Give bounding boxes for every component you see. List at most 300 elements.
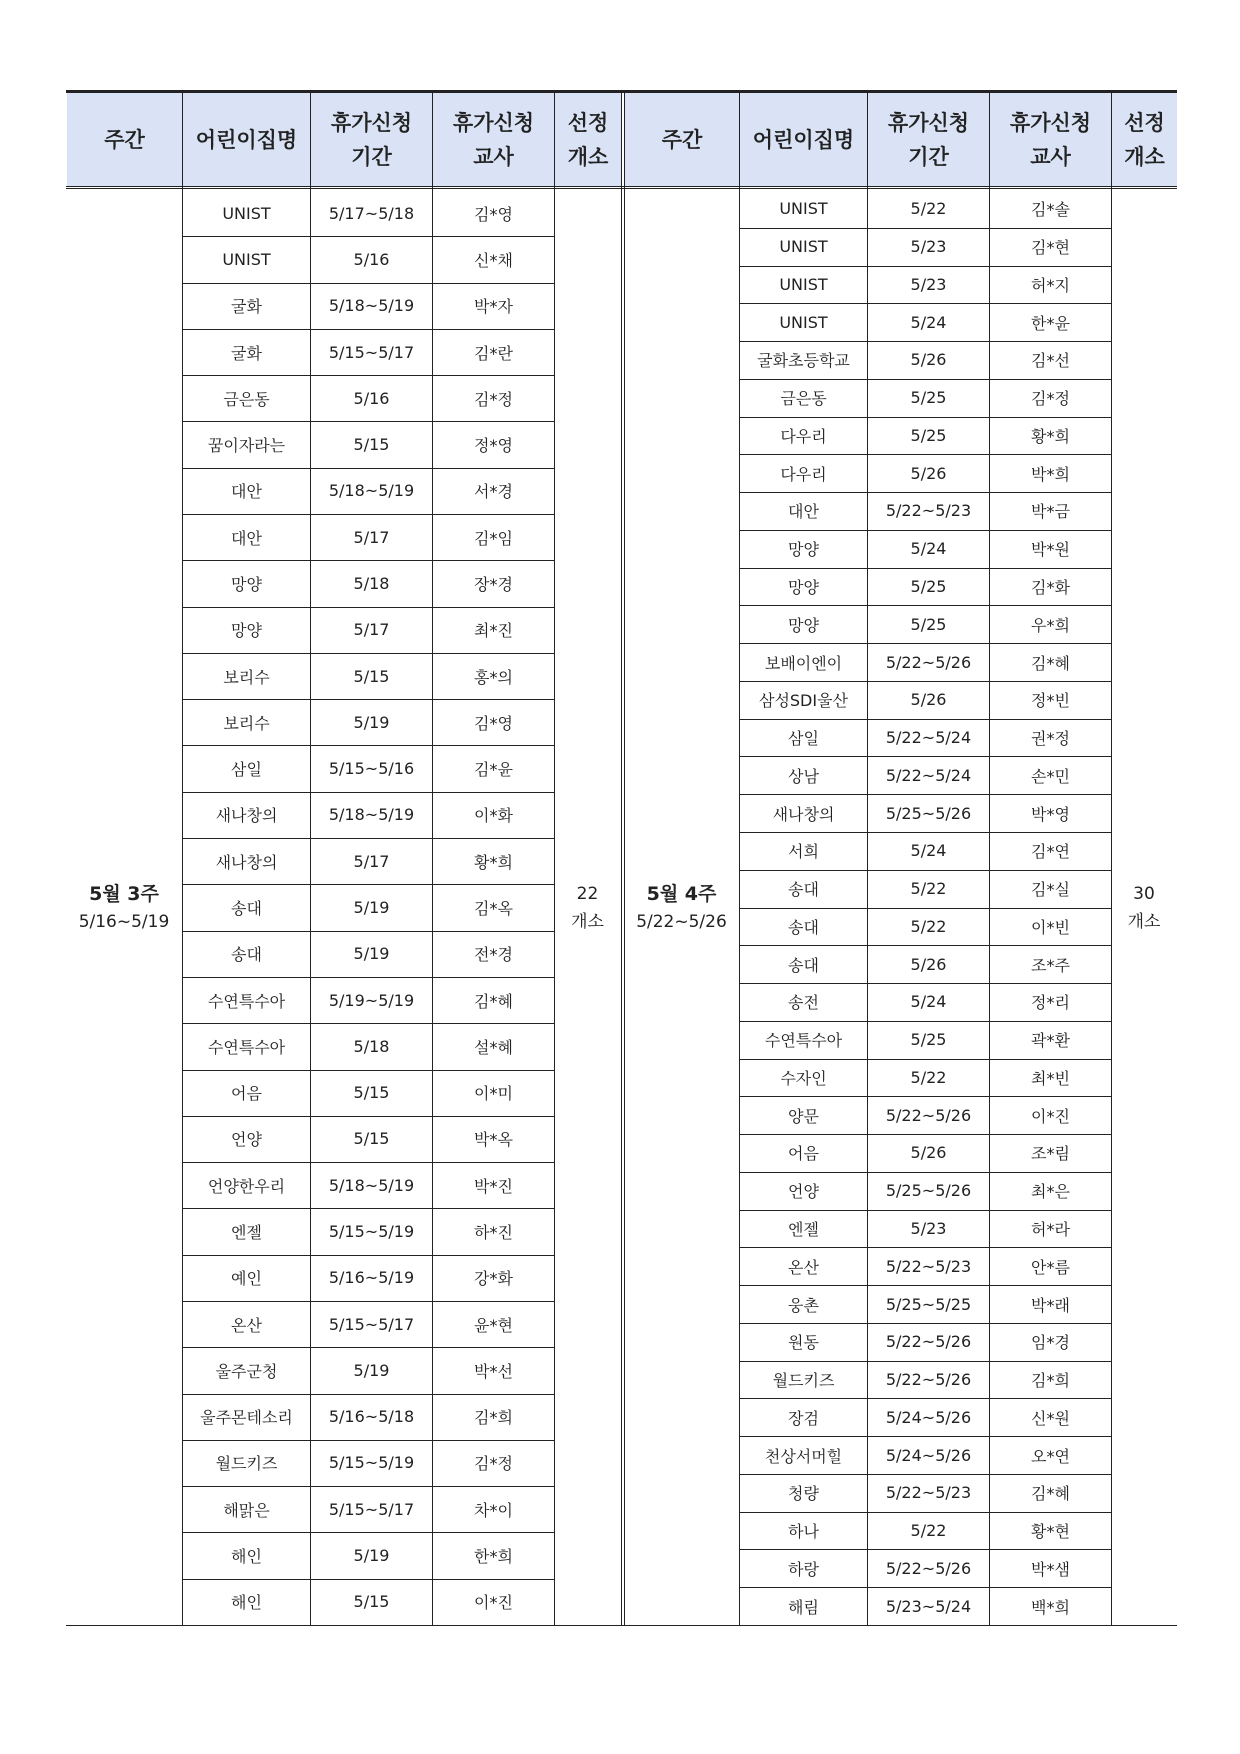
row-divider xyxy=(739,1059,1111,1060)
vacation-period: 5/22~5/26 xyxy=(885,1332,972,1352)
teacher-name: 하*진 xyxy=(474,1223,513,1243)
teacher-name: 정*영 xyxy=(474,436,513,456)
vacation-period: 5/19 xyxy=(353,1360,390,1380)
teacher-name: 김*혜 xyxy=(474,991,513,1011)
teacher-name: 차*이 xyxy=(474,1500,513,1520)
vacation-period: 5/18~5/19 xyxy=(328,296,415,316)
teacher-name: 한*윤 xyxy=(1031,313,1070,333)
row-divider xyxy=(739,454,1111,455)
center-name: 다우리 xyxy=(780,426,827,446)
center-name: 송대 xyxy=(788,917,819,937)
vacation-period: 5/22~5/26 xyxy=(885,1370,972,1390)
center-name: 해림 xyxy=(788,1597,819,1617)
teacher-name: 안*름 xyxy=(1031,1257,1070,1277)
vacation-period: 5/25~5/26 xyxy=(885,1181,972,1201)
row-divider xyxy=(739,794,1111,795)
right-header-teacher: 휴가신청 교사 xyxy=(990,93,1111,186)
vacation-period: 5/24~5/26 xyxy=(885,1407,972,1427)
vacation-table xyxy=(66,90,1177,1627)
center-name: 웅촌 xyxy=(788,1295,819,1315)
column-divider xyxy=(182,90,183,1625)
vacation-period: 5/25 xyxy=(910,614,947,634)
teacher-name: 김*임 xyxy=(474,528,513,548)
teacher-name: 이*진 xyxy=(474,1593,513,1613)
teacher-name: 홍*의 xyxy=(474,667,513,687)
vacation-period: 5/15 xyxy=(353,1129,390,1149)
center-name: UNIST xyxy=(222,203,271,223)
right-header-count: 선정 개소 xyxy=(1112,93,1177,186)
row-divider xyxy=(182,931,554,932)
teacher-name: 허*지 xyxy=(1031,275,1070,295)
center-name: 굴화 xyxy=(231,297,262,317)
vacation-period: 5/15 xyxy=(353,1592,390,1612)
row-divider xyxy=(739,1398,1111,1399)
teacher-name: 박*샘 xyxy=(1031,1559,1070,1579)
right-week-cell xyxy=(624,190,739,1625)
bottom-border xyxy=(66,1625,1177,1626)
center-name: 망양 xyxy=(231,574,262,594)
teacher-name: 박*선 xyxy=(474,1361,513,1381)
vacation-period: 5/22 xyxy=(910,1067,947,1087)
center-name: 수연특수아 xyxy=(764,1031,843,1051)
teacher-name: 박*래 xyxy=(1031,1295,1070,1315)
vacation-period: 5/22~5/26 xyxy=(885,1105,972,1125)
center-name: 상남 xyxy=(788,766,819,786)
row-divider xyxy=(739,681,1111,682)
vacation-period: 5/24 xyxy=(910,539,947,559)
column-divider xyxy=(432,90,433,1625)
teacher-name: 김*윤 xyxy=(474,760,513,780)
vacation-period: 5/15~5/17 xyxy=(328,1499,415,1519)
vacation-period: 5/26 xyxy=(910,954,947,974)
row-divider xyxy=(739,870,1111,871)
vacation-period: 5/22~5/23 xyxy=(885,1483,972,1503)
center-name: 수자인 xyxy=(780,1068,827,1088)
center-name: 대안 xyxy=(231,528,262,548)
center-name: 삼일 xyxy=(231,760,262,780)
center-name: 삼성SDI울산 xyxy=(758,691,849,711)
row-divider xyxy=(182,745,554,746)
center-name: 굴화 xyxy=(231,343,262,363)
row-divider xyxy=(739,568,1111,569)
teacher-name: 조*림 xyxy=(1031,1144,1070,1164)
teacher-name: 우*희 xyxy=(1031,615,1070,635)
teacher-name: 박*원 xyxy=(1031,540,1070,560)
vacation-period: 5/16~5/18 xyxy=(328,1407,415,1427)
row-divider xyxy=(739,1436,1111,1437)
vacation-period: 5/18~5/19 xyxy=(328,1175,415,1195)
row-divider xyxy=(182,560,554,561)
row-divider xyxy=(739,983,1111,984)
teacher-name: 김*영 xyxy=(474,713,513,733)
vacation-period: 5/15~5/17 xyxy=(328,1314,415,1334)
teacher-name: 이*화 xyxy=(474,806,513,826)
teacher-name: 권*정 xyxy=(1031,729,1070,749)
teacher-name: 한*희 xyxy=(474,1547,513,1567)
row-divider xyxy=(182,1162,554,1163)
teacher-name: 신*채 xyxy=(474,250,513,270)
row-divider xyxy=(739,341,1111,342)
teacher-name: 전*경 xyxy=(474,945,513,965)
center-name: 송대 xyxy=(788,880,819,900)
vacation-period: 5/19~5/19 xyxy=(328,990,415,1010)
center-name: 보리수 xyxy=(223,713,270,733)
teacher-name: 장*경 xyxy=(474,574,513,594)
vacation-period: 5/22 xyxy=(910,199,947,219)
right-header-center: 어린이집명 xyxy=(740,93,867,186)
center-name: UNIST xyxy=(222,249,271,269)
row-divider xyxy=(739,1210,1111,1211)
teacher-name: 황*현 xyxy=(1031,1522,1070,1542)
row-divider xyxy=(739,228,1111,229)
teacher-name: 최*은 xyxy=(1031,1182,1070,1202)
row-divider xyxy=(739,1361,1111,1362)
center-name: 어음 xyxy=(788,1144,819,1164)
vacation-period: 5/17 xyxy=(353,620,390,640)
center-name: 월드키즈 xyxy=(772,1371,835,1391)
vacation-period: 5/23~5/24 xyxy=(885,1596,972,1616)
center-name: 어음 xyxy=(231,1084,262,1104)
teacher-name: 서*경 xyxy=(474,482,513,502)
teacher-name: 박*희 xyxy=(1031,464,1070,484)
teacher-name: 임*경 xyxy=(1031,1333,1070,1353)
teacher-name: 정*빈 xyxy=(1031,691,1070,711)
center-name: UNIST xyxy=(779,237,828,257)
row-divider xyxy=(182,1532,554,1533)
left-header-period: 휴가신청 기간 xyxy=(311,93,432,186)
vacation-period: 5/26 xyxy=(910,1143,947,1163)
row-divider xyxy=(739,1587,1111,1588)
vacation-period: 5/15 xyxy=(353,435,390,455)
vacation-period: 5/18~5/19 xyxy=(328,481,415,501)
half-divider xyxy=(621,90,622,1625)
left-week-cell xyxy=(66,190,182,1625)
teacher-name: 손*민 xyxy=(1031,766,1070,786)
vacation-period: 5/17~5/18 xyxy=(328,203,415,223)
center-name: 엔젤 xyxy=(788,1219,819,1239)
teacher-name: 김*희 xyxy=(474,1408,513,1428)
center-name: 월드키즈 xyxy=(215,1454,278,1474)
left-week-range: 5/16~5/19 xyxy=(78,911,170,932)
left-count-cell xyxy=(554,190,621,1625)
center-name: UNIST xyxy=(779,199,828,219)
center-name: 보배이엔이 xyxy=(764,653,843,673)
column-divider xyxy=(1111,90,1112,1625)
teacher-name: 박*자 xyxy=(474,297,513,317)
center-name: 금은동 xyxy=(223,389,270,409)
row-divider xyxy=(739,1474,1111,1475)
row-divider xyxy=(182,1070,554,1071)
vacation-period: 5/15 xyxy=(353,666,390,686)
teacher-name: 윤*현 xyxy=(474,1315,513,1335)
center-name: 송대 xyxy=(231,945,262,965)
row-divider xyxy=(739,303,1111,304)
row-divider xyxy=(182,1208,554,1209)
vacation-period: 5/25 xyxy=(910,425,947,445)
vacation-period: 5/22~5/26 xyxy=(885,1558,972,1578)
teacher-name: 김*선 xyxy=(1031,351,1070,371)
teacher-name: 김*솔 xyxy=(1031,200,1070,220)
vacation-period: 5/16 xyxy=(353,388,390,408)
center-name: 하랑 xyxy=(788,1559,819,1579)
vacation-period: 5/24 xyxy=(910,992,947,1012)
row-divider xyxy=(739,1096,1111,1097)
vacation-period: 5/23 xyxy=(910,1218,947,1238)
center-name: 서희 xyxy=(788,842,819,862)
center-name: 대안 xyxy=(231,482,262,502)
center-name: 온산 xyxy=(231,1315,262,1335)
center-name: 굴화초등학교 xyxy=(757,351,850,371)
vacation-period: 5/19 xyxy=(353,1546,390,1566)
row-divider xyxy=(739,266,1111,267)
row-divider xyxy=(739,1512,1111,1513)
vacation-period: 5/23 xyxy=(910,237,947,257)
row-divider xyxy=(739,1247,1111,1248)
teacher-name: 강*화 xyxy=(474,1269,513,1289)
row-divider xyxy=(739,605,1111,606)
right-header-week: 주간 xyxy=(625,93,739,186)
left-header-center: 어린이집명 xyxy=(183,93,310,186)
vacation-period: 5/16 xyxy=(353,249,390,269)
teacher-name: 박*진 xyxy=(474,1176,513,1196)
row-divider xyxy=(182,514,554,515)
center-name: 대안 xyxy=(788,502,819,522)
row-divider xyxy=(182,884,554,885)
vacation-period: 5/18 xyxy=(353,1036,390,1056)
teacher-name: 이*미 xyxy=(474,1084,513,1104)
center-name: UNIST xyxy=(779,274,828,294)
center-name: 울주몬테소리 xyxy=(200,1408,293,1428)
right-week-label: 5월 4주 xyxy=(646,882,717,905)
center-name: 송대 xyxy=(231,898,262,918)
teacher-name: 황*희 xyxy=(1031,426,1070,446)
vacation-period: 5/26 xyxy=(910,350,947,370)
row-divider xyxy=(182,607,554,608)
vacation-period: 5/25 xyxy=(910,1030,947,1050)
teacher-name: 김*희 xyxy=(1031,1371,1070,1391)
center-name: 꿈이자라는 xyxy=(207,436,286,456)
center-name: 수연특수아 xyxy=(207,1037,286,1057)
right-count-cell xyxy=(1111,190,1177,1625)
row-divider xyxy=(739,1172,1111,1173)
row-divider xyxy=(182,1394,554,1395)
teacher-name: 곽*환 xyxy=(1031,1031,1070,1051)
teacher-name: 김*영 xyxy=(474,204,513,224)
teacher-name: 조*주 xyxy=(1031,955,1070,975)
vacation-period: 5/15~5/19 xyxy=(328,1453,415,1473)
row-divider xyxy=(739,1549,1111,1550)
row-divider xyxy=(739,945,1111,946)
center-name: 망양 xyxy=(788,578,819,597)
center-name: 온산 xyxy=(788,1257,819,1277)
teacher-name: 김*혜 xyxy=(1031,1484,1070,1504)
center-name: 새나창의 xyxy=(772,804,835,824)
column-divider xyxy=(310,90,311,1625)
teacher-name: 허*라 xyxy=(1031,1219,1070,1239)
left-header-week: 주간 xyxy=(67,93,182,186)
left-header-teacher: 휴가신청 교사 xyxy=(433,93,554,186)
left-count-number: 22 xyxy=(576,883,599,904)
center-name: 보리수 xyxy=(223,667,270,687)
left-header-count: 선정 개소 xyxy=(555,93,621,186)
center-name: 천상서머힐 xyxy=(764,1446,843,1466)
right-count-number: 30 xyxy=(1133,883,1155,904)
vacation-period: 5/25 xyxy=(910,388,947,408)
teacher-name: 김*혜 xyxy=(1031,653,1070,673)
column-divider xyxy=(554,90,555,1625)
vacation-period: 5/24~5/26 xyxy=(885,1445,972,1465)
center-name: 송대 xyxy=(788,955,819,975)
teacher-name: 김*연 xyxy=(1031,842,1070,862)
center-name: 언양 xyxy=(231,1130,262,1150)
vacation-period: 5/19 xyxy=(353,897,390,917)
row-divider xyxy=(182,375,554,376)
teacher-name: 신*원 xyxy=(1031,1408,1070,1428)
row-divider xyxy=(182,1579,554,1580)
teacher-name: 최*진 xyxy=(474,621,513,641)
teacher-name: 박*영 xyxy=(1031,804,1070,824)
vacation-period: 5/22~5/23 xyxy=(885,501,972,521)
row-divider xyxy=(182,1440,554,1441)
row-divider xyxy=(182,699,554,700)
row-divider xyxy=(182,1347,554,1348)
center-name: 망양 xyxy=(788,540,819,560)
row-divider xyxy=(182,977,554,978)
row-divider xyxy=(182,1255,554,1256)
teacher-name: 김*정 xyxy=(1031,389,1070,409)
center-name: 수연특수아 xyxy=(207,991,286,1011)
center-name: 청량 xyxy=(788,1484,819,1504)
center-name: 해인 xyxy=(231,1593,262,1613)
teacher-name: 백*희 xyxy=(1031,1597,1070,1617)
teacher-name: 이*진 xyxy=(1031,1106,1070,1126)
row-divider xyxy=(182,236,554,237)
row-divider xyxy=(739,643,1111,644)
row-divider xyxy=(182,329,554,330)
vacation-period: 5/26 xyxy=(910,463,947,483)
vacation-period: 5/16~5/19 xyxy=(328,1268,415,1288)
vacation-period: 5/17 xyxy=(353,527,390,547)
vacation-period: 5/19 xyxy=(353,712,390,732)
row-divider xyxy=(182,1301,554,1302)
column-divider xyxy=(989,90,990,1625)
vacation-period: 5/22 xyxy=(910,916,947,936)
center-name: 엔젤 xyxy=(231,1223,262,1243)
column-divider xyxy=(739,90,740,1625)
center-name: 언양 xyxy=(788,1182,819,1202)
teacher-name: 김*옥 xyxy=(474,898,513,918)
row-divider xyxy=(739,832,1111,833)
vacation-period: 5/25 xyxy=(910,577,947,596)
left-week-label: 5월 3주 xyxy=(89,882,159,905)
center-name: 삼일 xyxy=(788,729,819,749)
teacher-name: 김*정 xyxy=(474,389,513,409)
row-divider xyxy=(739,908,1111,909)
teacher-name: 정*리 xyxy=(1031,993,1070,1013)
row-divider xyxy=(739,1323,1111,1324)
teacher-name: 이*빈 xyxy=(1031,917,1070,937)
teacher-name: 황*희 xyxy=(474,852,513,872)
row-divider xyxy=(739,492,1111,493)
row-divider xyxy=(182,792,554,793)
column-divider xyxy=(867,90,868,1625)
row-divider xyxy=(739,530,1111,531)
center-name: 망양 xyxy=(231,621,262,641)
vacation-period: 5/22~5/24 xyxy=(885,765,972,785)
center-name: 해맑은 xyxy=(223,1500,270,1520)
center-name: 새나창의 xyxy=(215,852,278,872)
left-count-unit: 개소 xyxy=(571,911,604,932)
teacher-name: 김*실 xyxy=(1031,880,1070,900)
teacher-name: 최*빈 xyxy=(1031,1068,1070,1088)
vacation-period: 5/26 xyxy=(910,690,947,710)
teacher-name: 박*금 xyxy=(1031,502,1070,522)
center-name: 장검 xyxy=(788,1408,819,1428)
row-divider xyxy=(739,417,1111,418)
vacation-period: 5/18 xyxy=(353,573,390,593)
row-divider xyxy=(739,1021,1111,1022)
vacation-period: 5/25~5/25 xyxy=(885,1294,972,1314)
teacher-name: 김*현 xyxy=(1031,238,1070,258)
row-divider xyxy=(739,1285,1111,1286)
right-header-period: 휴가신청 기간 xyxy=(868,93,989,186)
teacher-name: 박*옥 xyxy=(474,1130,513,1150)
vacation-period: 5/24 xyxy=(910,312,947,332)
row-divider xyxy=(182,838,554,839)
teacher-name: 김*란 xyxy=(474,343,513,363)
center-name: 새나창의 xyxy=(215,806,278,826)
center-name: 울주군청 xyxy=(215,1361,278,1381)
vacation-period: 5/22 xyxy=(910,1521,947,1541)
row-divider xyxy=(182,1486,554,1487)
row-divider xyxy=(739,756,1111,757)
row-divider xyxy=(182,468,554,469)
center-name: 하나 xyxy=(788,1522,819,1542)
vacation-period: 5/15~5/16 xyxy=(328,759,415,779)
row-divider xyxy=(182,283,554,284)
center-name: 원동 xyxy=(788,1333,819,1353)
vacation-period: 5/24 xyxy=(910,841,947,861)
teacher-name: 김*정 xyxy=(474,1454,513,1474)
row-divider xyxy=(739,379,1111,380)
row-divider xyxy=(739,719,1111,720)
vacation-period: 5/15 xyxy=(353,1083,390,1103)
center-name: 다우리 xyxy=(780,464,827,484)
row-divider xyxy=(182,653,554,654)
center-name: 망양 xyxy=(788,615,819,635)
row-divider xyxy=(182,1023,554,1024)
center-name: 양문 xyxy=(788,1106,819,1126)
center-name: 송전 xyxy=(788,993,819,1013)
vacation-period: 5/18~5/19 xyxy=(328,805,415,825)
half-divider xyxy=(624,90,625,1625)
vacation-period: 5/23 xyxy=(910,274,947,294)
row-divider xyxy=(182,421,554,422)
vacation-period: 5/17 xyxy=(353,851,390,871)
teacher-name: 김*화 xyxy=(1031,578,1070,597)
teacher-name: 설*혜 xyxy=(474,1037,513,1057)
vacation-period: 5/22~5/23 xyxy=(885,1256,972,1276)
vacation-period: 5/15~5/19 xyxy=(328,1222,415,1242)
center-name: 해인 xyxy=(231,1547,262,1567)
row-divider xyxy=(739,1134,1111,1135)
vacation-period: 5/22~5/24 xyxy=(885,728,972,748)
center-name: UNIST xyxy=(779,312,828,332)
vacation-period: 5/15~5/17 xyxy=(328,342,415,362)
center-name: 언양한우리 xyxy=(207,1176,286,1196)
right-count-unit: 개소 xyxy=(1127,911,1161,932)
teacher-name: 오*연 xyxy=(1031,1446,1070,1466)
